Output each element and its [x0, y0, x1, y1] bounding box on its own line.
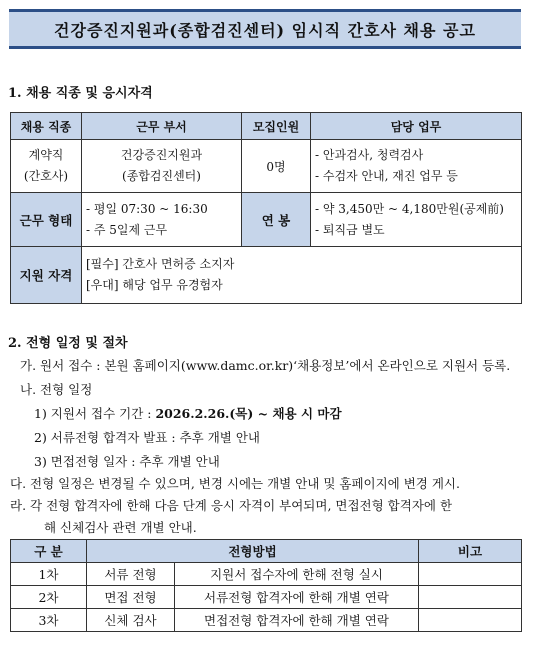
table-row: [11, 563, 522, 586]
table-row: [11, 586, 522, 609]
stage-cell: 3차: [11, 609, 87, 632]
page-title: 건강증진지원과(종합검진센터) 임시직 간호사 채용 공고: [9, 9, 521, 49]
description-cell: 면접전형 합격자에 한해 개별 연락: [175, 609, 419, 632]
work-hours-cell: - 평일 07:30 ~ 16:30 - 주 5일제 근무: [82, 193, 242, 247]
duties-cell: - 안과검사, 청력검사 - 수검자 안내, 재진 업무 등: [311, 140, 522, 193]
job-type-cell: 계약직 (간호사): [11, 140, 82, 193]
table-row: [11, 140, 522, 193]
procedure-table: [10, 539, 522, 632]
schedule-item-2: 2) 서류전형 합격자 발표 : 추후 개별 안내: [34, 430, 260, 445]
schedule-item-1: 1) 지원서 접수 기간 : 2026.2.26.(목) ~ 채용 시 마감: [34, 406, 342, 421]
schedule-item-3: 3) 면접전형 일자 : 추후 개별 안내: [34, 454, 220, 469]
stage-eligibility-note-cont: 해 신체검사 관련 개별 안내.: [44, 520, 197, 535]
description-cell: 서류전형 합격자에 한해 개별 연락: [175, 586, 419, 609]
header-job-type: 채용 직종: [11, 113, 82, 140]
section2-heading: 2. 전형 일정 및 절차: [8, 336, 128, 351]
schedule-heading: 나. 전형 일정: [20, 382, 93, 397]
header-note: 비고: [419, 540, 522, 563]
work-type-label: 근무 형태: [11, 193, 82, 247]
application-line: 가. 원서 접수 : 본원 홈페이지(www.damc.or.kr)‘채용정보’에서 온라인으로 지원서 등록.: [20, 358, 511, 373]
note-cell: [419, 586, 522, 609]
table-header-row: [11, 540, 522, 563]
stage-cell: 2차: [11, 586, 87, 609]
header-duties: 담당 업무: [311, 113, 522, 140]
qualification-label: 지원 자격: [11, 247, 82, 304]
method-cell: 서류 전형: [87, 563, 175, 586]
header-method: 전형방법: [87, 540, 419, 563]
method-cell: 면접 전형: [87, 586, 175, 609]
header-department: 근무 부서: [82, 113, 242, 140]
table-row: [11, 247, 522, 304]
department-cell: 건강증진지원과 (종합검진센터): [82, 140, 242, 193]
schedule-change-note: 다. 전형 일정은 변경될 수 있으며, 변경 시에는 개별 안내 및 홈페이지에 변경 게시.: [10, 476, 460, 491]
salary-cell: - 약 3,450만 ~ 4,180만원(공제前) - 퇴직금 별도: [311, 193, 522, 247]
table-row: [11, 193, 522, 247]
stage-cell: 1차: [11, 563, 87, 586]
salary-label: 연 봉: [242, 193, 311, 247]
section1-heading: 1. 채용 직종 및 응시자격: [8, 86, 153, 101]
headcount-cell: 0명: [242, 140, 311, 193]
header-headcount: 모집인원: [242, 113, 311, 140]
note-cell: [419, 563, 522, 586]
header-stage: 구 분: [11, 540, 87, 563]
table-row: [11, 609, 522, 632]
stage-eligibility-note: 라. 각 전형 합격자에 한해 다음 단계 응시 자격이 부여되며, 면접전형 합격자에 한: [10, 498, 453, 513]
note-cell: [419, 609, 522, 632]
qualification-cell: [필수] 간호사 면허증 소지자 [우대] 해당 업무 유경험자: [82, 247, 522, 304]
description-cell: 지원서 접수자에 한해 전형 실시: [175, 563, 419, 586]
table-header-row: [11, 113, 522, 140]
method-cell: 신체 검사: [87, 609, 175, 632]
recruitment-table: [10, 112, 522, 304]
